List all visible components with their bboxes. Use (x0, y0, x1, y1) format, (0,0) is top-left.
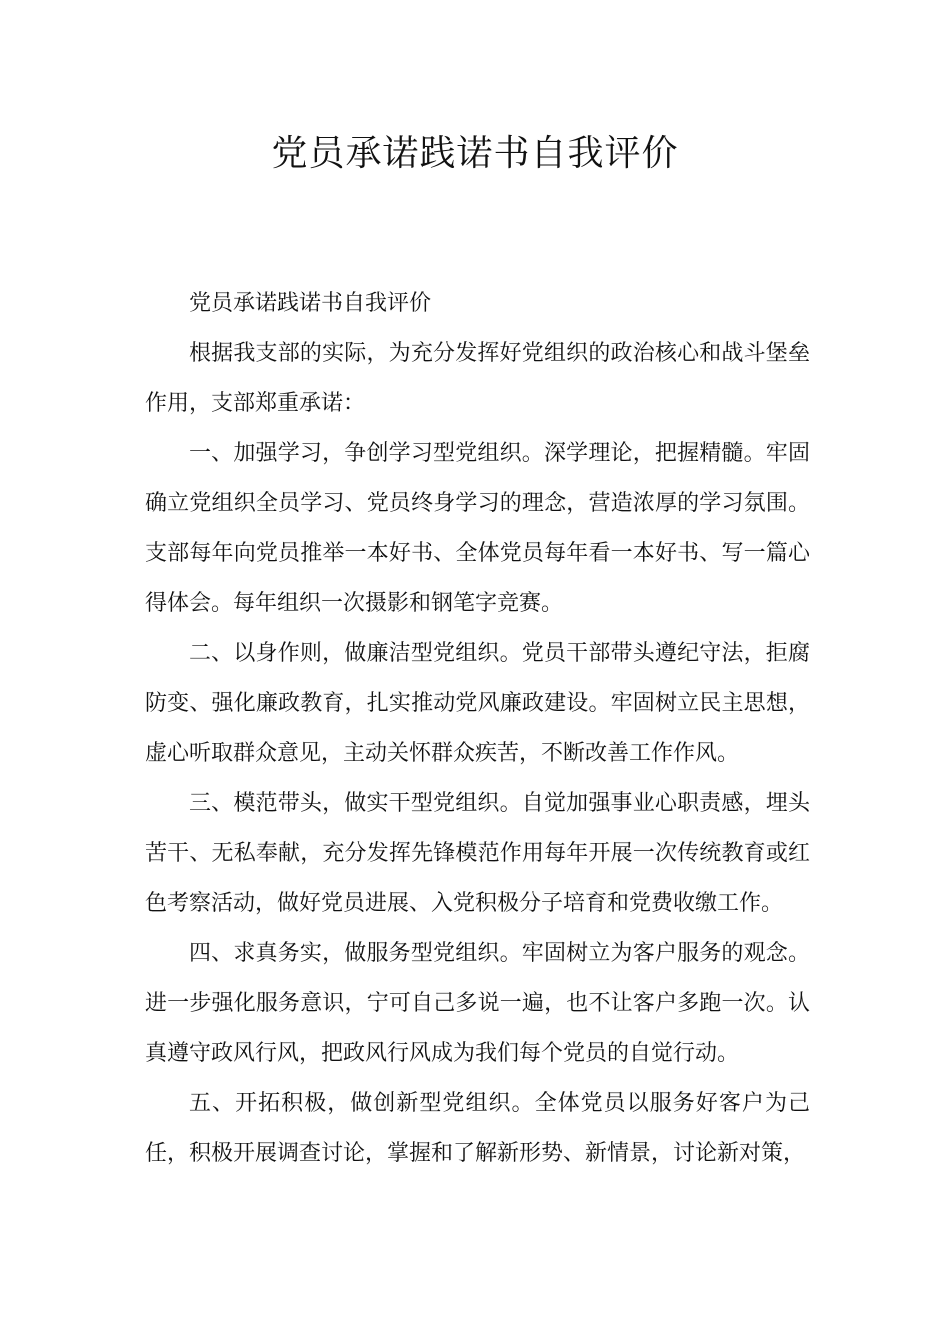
paragraph-subtitle: 党员承诺践诺书自我评价 (189, 291, 432, 316)
paragraph-item-4: 四、求真务实，做服务型党组织。牢固树立为客户服务的观念。进一步强化服务意识，宁可自己多说一遍，也不让客户多跑一次。认真遵守政风行风，把政风行风成为我们每个党员的自觉行动。 (145, 941, 810, 1066)
document-body (145, 279, 810, 1179)
paragraph-item-1: 一、加强学习，争创学习型党组织。深学理论，把握精髓。牢固确立党组织全员学习、党员终身学习的理念，营造浓厚的学习氛围。支部每年向党员推举一本好书、全体党员每年看一本好书、写一篇心得体会。每年组织一次摄影和钢笔字竞赛。 (145, 441, 810, 616)
paragraph-item-2: 二、以身作则，做廉洁型党组织。党员干部带头遵纪守法，拒腐防变、强化廉政教育，扎实推动党风廉政建设。牢固树立民主思想，虚心听取群众意见，主动关怀群众疾苦，不断改善工作作风。 (145, 641, 810, 766)
document-title: 党员承诺践诺书自我评价 (271, 133, 679, 174)
paragraph-item-3: 三、模范带头，做实干型党组织。自觉加强事业心职责感，埋头苦干、无私奉献，充分发挥先锋模范作用每年开展一次传统教育或红色考察活动，做好党员进展、入党积极分子培育和党费收缴工作。 (145, 791, 810, 916)
paragraph-item-5: 五、开拓积极，做创新型党组织。全体党员以服务好客户为己任，积极开展调查讨论，掌握和了解新形势、新情景，讨论新对策， (145, 1091, 810, 1166)
paragraph-intro: 根据我支部的实际，为充分发挥好党组织的政治核心和战斗堡垒作用，支部郑重承诺： (145, 341, 810, 416)
